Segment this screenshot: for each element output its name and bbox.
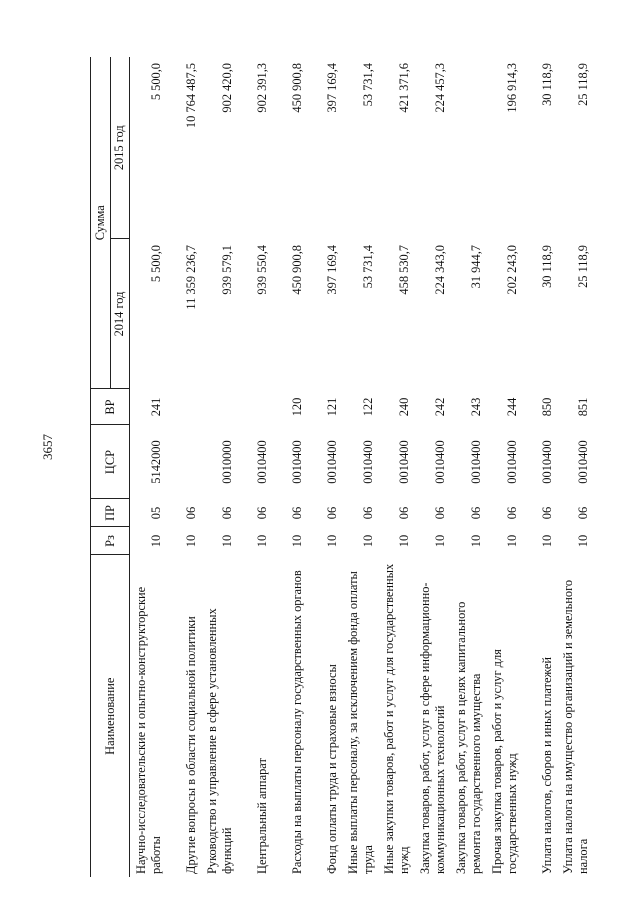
row-pr: 06 [505, 506, 519, 520]
row-vr: 121 [325, 397, 339, 417]
table-row [450, 57, 486, 877]
budget-table [90, 57, 593, 877]
row-vr: 850 [540, 397, 554, 417]
rotated-budget-table [90, 57, 590, 877]
row-sum-2015 [450, 57, 486, 239]
row-vr: 120 [290, 397, 304, 417]
header-csr: ЦСР [91, 425, 130, 499]
header-vr: ВР [91, 389, 130, 425]
row-sum-2014: 939 550,4 [255, 245, 269, 295]
table-row [166, 57, 201, 877]
row-name: Иные выплаты персоналу, за исключением фонда оплаты труда [346, 571, 375, 874]
table-header [91, 57, 130, 877]
row-pr: 06 [220, 506, 234, 520]
header-sum: Сумма [91, 57, 111, 389]
row-vr [201, 389, 237, 425]
row-sum-2015: 902 391,3 [255, 63, 269, 113]
table-row [237, 57, 272, 877]
row-rz: 10 [325, 534, 339, 548]
row-pr: 06 [576, 506, 590, 520]
row-pr: 05 [149, 506, 163, 520]
row-csr: 0010400 [325, 440, 339, 484]
row-sum-2014: 25 118,9 [576, 245, 590, 288]
row-sum-2014: 450 900,8 [290, 245, 304, 295]
row-sum-2014: 5 500,0 [149, 245, 163, 283]
row-rz: 10 [149, 534, 163, 548]
row-pr: 06 [361, 506, 375, 520]
row-name: Уплата налога на имущество организаций и земельного налога [561, 579, 590, 874]
row-pr: 06 [325, 506, 339, 520]
row-csr: 0010400 [290, 440, 304, 484]
row-rz: 10 [469, 534, 483, 548]
table-row [557, 57, 593, 877]
page-number: 3657 [40, 434, 55, 460]
row-csr [166, 425, 201, 499]
row-vr: 122 [361, 397, 375, 417]
row-sum-2015: 25 118,9 [576, 63, 590, 106]
row-csr: 0010000 [220, 440, 234, 484]
row-name: Прочая закупка товаров, работ и услуг для государственных нужд [490, 649, 519, 874]
row-sum-2015: 196 914,3 [505, 63, 519, 113]
table-row [307, 57, 342, 877]
row-csr: 0010400 [576, 440, 590, 484]
row-name: Закупка товаров, работ, услуг в целях капитального ремонта государственного имущества [454, 601, 483, 874]
header-year-2014: 2014 год [110, 239, 130, 389]
row-sum-2015: 53 731,4 [361, 63, 375, 107]
row-sum-2014: 30 118,9 [540, 245, 554, 288]
row-csr: 0010400 [397, 440, 411, 484]
row-rz: 10 [397, 534, 411, 548]
row-csr: 0010400 [540, 440, 554, 484]
row-vr: 851 [576, 397, 590, 417]
table-row [130, 57, 167, 877]
row-csr: 0010400 [255, 440, 269, 484]
row-pr: 06 [540, 506, 554, 520]
row-sum-2015: 421 371,6 [397, 63, 411, 113]
row-sum-2014: 939 579,1 [220, 245, 234, 295]
row-sum-2014: 202 243,0 [505, 245, 519, 295]
row-sum-2014: 53 731,4 [361, 245, 375, 289]
row-rz: 10 [184, 534, 198, 548]
row-pr: 06 [255, 506, 269, 520]
table-row [414, 57, 450, 877]
row-name: Расходы на выплаты персоналу государственных органов [290, 570, 304, 874]
row-rz: 10 [290, 534, 304, 548]
row-vr: 244 [505, 397, 519, 417]
row-vr: 240 [397, 397, 411, 417]
row-sum-2014: 11 359 236,7 [184, 245, 198, 310]
row-vr [237, 389, 272, 425]
row-csr: 0010400 [361, 440, 375, 484]
row-csr: 0010400 [469, 440, 483, 484]
row-sum-2014: 224 343,0 [433, 245, 447, 295]
row-rz: 10 [433, 534, 447, 548]
row-sum-2014: 397 169,4 [325, 245, 339, 295]
row-pr: 06 [433, 506, 447, 520]
row-sum-2015: 450 900,8 [290, 63, 304, 113]
row-vr: 241 [149, 397, 163, 417]
table-row [486, 57, 522, 877]
table-body [130, 57, 594, 877]
row-csr: 0010400 [433, 440, 447, 484]
row-sum-2015: 224 457,3 [433, 63, 447, 113]
table-row [522, 57, 557, 877]
row-sum-2015: 10 764 487,5 [184, 63, 198, 129]
table-row [342, 57, 378, 877]
row-rz: 10 [505, 534, 519, 548]
row-sum-2015: 397 169,4 [325, 63, 339, 113]
table-row [201, 57, 237, 877]
row-pr: 06 [469, 506, 483, 520]
header-rz: Рз [91, 527, 130, 555]
row-name: Другие вопросы в области социальной политики [184, 616, 198, 874]
row-name: Руководство и управление в сфере установленных функций [205, 608, 234, 874]
row-rz: 10 [220, 534, 234, 548]
row-sum-2015: 5 500,0 [149, 63, 163, 101]
row-sum-2015: 30 118,9 [540, 63, 554, 106]
row-vr: 243 [469, 397, 483, 417]
row-rz: 10 [540, 534, 554, 548]
row-name: Научно-исследовательские и опытно-конструкторские работы [134, 586, 163, 874]
row-sum-2014: 31 944,7 [469, 245, 483, 289]
header-name: Наименование [91, 555, 130, 877]
row-vr: 242 [433, 397, 447, 417]
row-rz: 10 [361, 534, 375, 548]
row-pr: 06 [290, 506, 304, 520]
row-pr: 06 [397, 506, 411, 520]
row-pr: 06 [184, 506, 198, 520]
table-row [378, 57, 414, 877]
row-csr: 0010400 [505, 440, 519, 484]
row-sum-2015: 902 420,0 [220, 63, 234, 113]
row-name: Уплата налогов, сборов и иных платежей [540, 656, 554, 874]
row-name: Закупка товаров, работ, услуг в сфере информационно-коммуникационных технологий [418, 582, 447, 874]
row-name: Иные закупки товаров, работ и услуг для государственных нужд [382, 563, 411, 874]
row-rz: 10 [576, 534, 590, 548]
row-name: Фонд оплаты труда и страховые взносы [325, 664, 339, 874]
header-pr: ПР [91, 499, 130, 527]
row-rz: 10 [255, 534, 269, 548]
row-sum-2014: 458 530,7 [397, 245, 411, 295]
table-row [272, 57, 307, 877]
row-vr [166, 389, 201, 425]
row-csr: 5142000 [149, 440, 163, 484]
row-name: Центральный аппарат [255, 758, 269, 874]
header-year-2015: 2015 год [110, 57, 130, 239]
